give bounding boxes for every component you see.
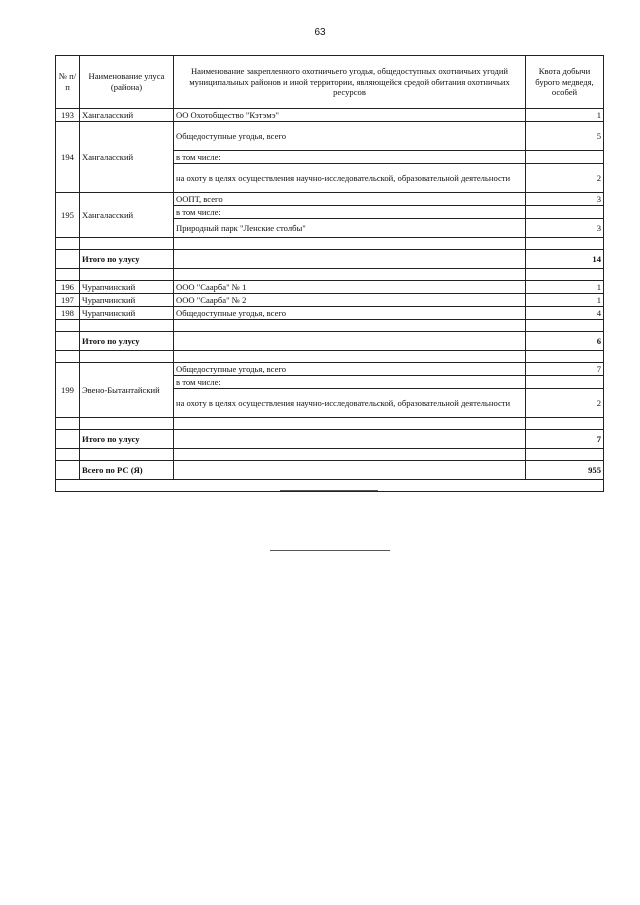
row-quota: 3 xyxy=(526,219,604,238)
subtotal-row xyxy=(56,332,604,351)
subtotal-label: Итого по улусу xyxy=(80,250,174,269)
header-num: № п/п xyxy=(56,56,80,109)
row-num: 193 xyxy=(56,109,80,122)
bear-quota-table xyxy=(55,55,604,492)
row-quota-empty xyxy=(526,206,604,219)
blank-row xyxy=(56,269,604,281)
row-district: Хангаласский xyxy=(80,109,174,122)
row-name: в том числе: xyxy=(174,151,526,164)
subtotal-quota: 6 xyxy=(526,332,604,351)
row-name: в том числе: xyxy=(174,206,526,219)
table-row xyxy=(56,294,604,307)
row-quota: 5 xyxy=(526,122,604,151)
row-quota: 1 xyxy=(526,281,604,294)
header-district: Наименование улуса (района) xyxy=(80,56,174,109)
row-quota: 3 xyxy=(526,193,604,206)
header-name: Наименование закрепленного охотничьего угодья, общедоступных охотничьих угодий муниципальных районов и иной территории, являющейся средой обитания охотничьих ресурсов xyxy=(174,56,526,109)
row-name: ООО "Саарба" № 1 xyxy=(174,281,526,294)
row-name: Общедоступные угодья, всего xyxy=(174,122,526,151)
header-quota: Квота добычи бурого медведя, особей xyxy=(526,56,604,109)
subtotal-quota: 14 xyxy=(526,250,604,269)
row-num: 195 xyxy=(56,193,80,238)
grand-total-quota: 955 xyxy=(526,461,604,480)
row-quota-empty xyxy=(526,376,604,389)
blank-row xyxy=(56,320,604,332)
row-name: ООО "Саарба" № 2 xyxy=(174,294,526,307)
row-name: Природный парк "Ленские столбы" xyxy=(174,219,526,238)
blank-row xyxy=(56,238,604,250)
row-quota: 7 xyxy=(526,363,604,376)
row-district: Чурапчинский xyxy=(80,294,174,307)
row-name: ООПТ, всего xyxy=(174,193,526,206)
subtotal-label: Итого по улусу xyxy=(80,332,174,351)
table-row xyxy=(56,122,604,151)
row-quota: 4 xyxy=(526,307,604,320)
row-num: 198 xyxy=(56,307,80,320)
row-quota: 1 xyxy=(526,294,604,307)
row-name: на охоту в целях осуществления научно-исследовательской, образовательной деятельности xyxy=(174,164,526,193)
blank-row xyxy=(56,449,604,461)
subtotal-row xyxy=(56,430,604,449)
table-end-rule xyxy=(280,490,378,491)
blank-row xyxy=(56,418,604,430)
blank-row xyxy=(56,351,604,363)
table-row xyxy=(56,109,604,122)
subtotal-quota: 7 xyxy=(526,430,604,449)
row-name: Общедоступные угодья, всего xyxy=(174,363,526,376)
row-quota: 2 xyxy=(526,164,604,193)
row-district: Эвено-Бытантайский xyxy=(80,363,174,418)
row-name: ОО Охотобщество "Кэтэмэ" xyxy=(174,109,526,122)
document-end-rule xyxy=(270,550,390,551)
grand-total-row xyxy=(56,461,604,480)
grand-total-label: Всего по РС (Я) xyxy=(80,461,174,480)
row-quota: 1 xyxy=(526,109,604,122)
row-district: Чурапчинский xyxy=(80,307,174,320)
subtotal-row xyxy=(56,250,604,269)
row-name: Общедоступные угодья, всего xyxy=(174,307,526,320)
row-num: 197 xyxy=(56,294,80,307)
table-row xyxy=(56,363,604,376)
row-num: 194 xyxy=(56,122,80,193)
row-quota: 2 xyxy=(526,389,604,418)
page-number: 63 xyxy=(314,27,326,38)
row-district: Хангаласский xyxy=(80,193,174,238)
table-row xyxy=(56,281,604,294)
row-num: 199 xyxy=(56,363,80,418)
table-row xyxy=(56,307,604,320)
row-name: в том числе: xyxy=(174,376,526,389)
row-quota-empty xyxy=(526,151,604,164)
row-num: 196 xyxy=(56,281,80,294)
subtotal-label: Итого по улусу xyxy=(80,430,174,449)
table-header-row xyxy=(56,56,604,109)
row-name: на охоту в целях осуществления научно-исследовательской, образовательной деятельности xyxy=(174,389,526,418)
table-row xyxy=(56,193,604,206)
row-district: Хангаласский xyxy=(80,122,174,193)
row-district: Чурапчинский xyxy=(80,281,174,294)
